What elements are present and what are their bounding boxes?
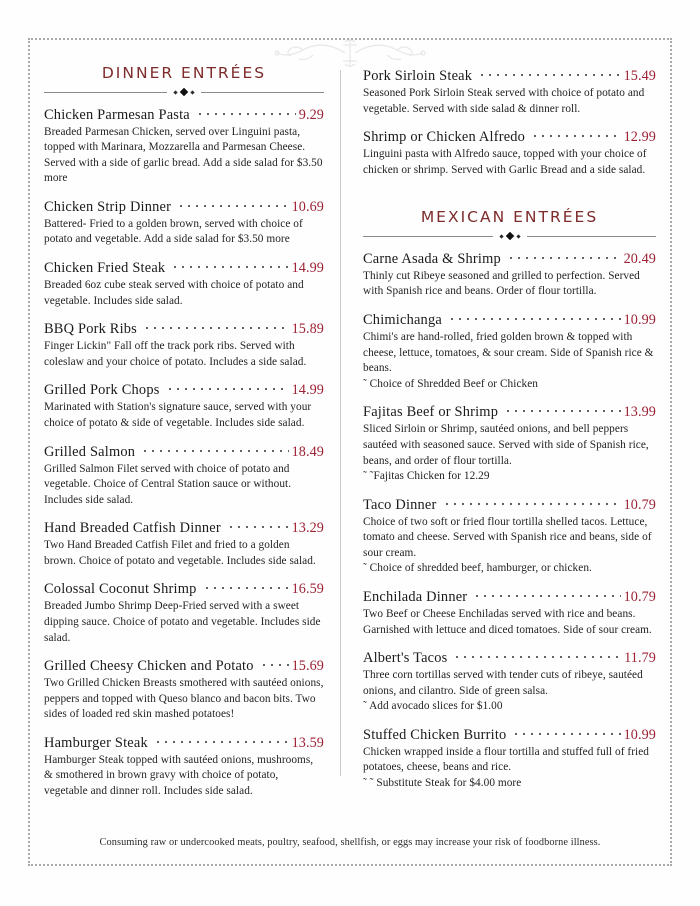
menu-item-price: 20.49 [623, 250, 656, 267]
menu-item-price: 18.49 [291, 443, 324, 460]
menu-item-description: Hamburger Steak topped with sautéed onions, mushrooms, & smothered in brown gravy with choice of potato, vegetable and dinner roll. Includes side salad. [44, 753, 314, 798]
menu-item-header [363, 650, 656, 667]
menu-item-description: Battered- Fried to a golden brown, served with choice of potato and vegetable. Add a side salad for $3.50 more [44, 217, 303, 246]
menu-item [363, 497, 656, 577]
menu-item [44, 444, 324, 509]
menu-item-description: Three corn tortillas served with tender cuts of ribeye, sautéed onions, and cilantro. Side of green salsa. [363, 669, 643, 697]
dot-leader [171, 265, 288, 269]
dot-leader [203, 586, 289, 590]
menu-content [44, 64, 656, 854]
menu-item-price: 16.59 [291, 581, 324, 598]
menu-item-price: 15.69 [291, 658, 324, 675]
menu-item-note: ˜ Choice of shredded beef, hamburger, or chicken. [363, 562, 592, 575]
menu-item-description: Two Beef or Cheese Enchiladas served with rice and beans. Garnished with lettuce and diced tomatoes. Side of sour cream. [363, 608, 652, 636]
section-rule-dinner [44, 88, 324, 98]
menu-item-note: ˜ Choice of Shredded Beef or Chicken [363, 377, 538, 390]
menu-item-list-mexican [363, 251, 656, 792]
menu-item [363, 129, 656, 178]
menu-item-name: Pork Sirloin Steak [363, 68, 473, 84]
menu-item-price: 9.29 [298, 106, 324, 123]
dot-leader [504, 409, 620, 413]
menu-item-price: 15.49 [623, 68, 656, 84]
dot-leader [512, 732, 620, 736]
menu-item-description: Chicken wrapped inside a flour tortilla and stuffed full of fried potatoes, cheese, beans and rice. [363, 745, 650, 774]
dot-leader [227, 525, 289, 529]
menu-item-description: Breaded Parmesan Chicken, served over Linguini pasta, topped with Marinara, Mozzarella and Parmesan Cheese. Served with a side of garlic bread. Add a side salad for $3.50 more [44, 125, 323, 185]
footer-disclaimer: Consuming raw or undercooked meats, poultry, seafood, shellfish, or eggs may increase your risk of foodborne illness. [99, 837, 601, 848]
menu-item-price: 10.79 [623, 589, 656, 605]
menu-item [363, 727, 656, 792]
menu-item-header [44, 735, 324, 752]
menu-item-name: Shrimp or Chicken Alfredo [363, 129, 526, 146]
rule-diamond-ornament [167, 88, 201, 97]
menu-item-note: ˜ Add avocado slices for $1.00 [363, 700, 503, 713]
menu-item-price: 11.79 [624, 650, 656, 667]
diamond-small-right [190, 90, 194, 94]
menu-item [44, 658, 324, 723]
dot-leader [531, 134, 621, 138]
menu-item-description: Two Grilled Chicken Breasts smothered with sautéed onions, peppers and topped with Queso blanco and bacon bits. Two sides of loaded red skin mashed potatoes! [44, 677, 324, 721]
menu-item-price: 14.99 [291, 382, 324, 399]
menu-item-price: 15.89 [291, 321, 324, 338]
menu-item-price: 10.99 [623, 312, 656, 329]
dot-leader [260, 663, 289, 667]
menu-item-name: Grilled Salmon [44, 443, 136, 460]
menu-item-header [363, 404, 656, 421]
menu-item-header [44, 107, 324, 124]
menu-item [363, 312, 656, 392]
menu-item [44, 520, 324, 569]
dot-leader [473, 594, 620, 598]
menu-item-price: 13.29 [291, 520, 324, 537]
column-right [341, 64, 656, 804]
menu-item-description: Finger Lickin" Fall off the track pork ribs. Served with coleslaw and your choice of potato. Includes a side salad. [44, 340, 307, 368]
menu-item [363, 650, 656, 715]
menu-item [363, 251, 656, 300]
menu-item-description: Sliced Sirloin or Shrimp, sautéed onions, and bell peppers sautéed with seasoned sauce. Served with side of Spanish rice, beans, and order of flour tortilla. [363, 423, 649, 467]
menu-item-price: 12.99 [623, 129, 656, 146]
menu-item-header [363, 589, 656, 606]
menu-item-name: Grilled Cheesy Chicken and Potato [44, 658, 254, 675]
menu-item-name: Stuffed Chicken Burrito [363, 726, 507, 743]
menu-item-list-dinner [44, 107, 324, 800]
menu-item-name: Chicken Strip Dinner [44, 198, 172, 215]
dot-leader [478, 73, 620, 77]
menu-item-header [363, 129, 656, 146]
menu-item [44, 581, 324, 646]
menu-item-name: Hamburger Steak [44, 734, 148, 751]
menu-item-header [44, 444, 324, 461]
menu-item [44, 199, 324, 248]
menu-item-header [44, 321, 324, 338]
section-header-dinner [44, 64, 324, 98]
menu-item [44, 321, 324, 370]
menu-item-description: Chimi's are hand-rolled, fried golden brown & topped with cheese, lettuce, tomatoes, & sour cream. Side of Spanish rice & beans. [363, 331, 654, 375]
menu-item-price: 10.99 [623, 726, 656, 743]
menu-item-header [363, 68, 656, 85]
diamond-small-left [499, 234, 503, 238]
menu-item-name: Chimichanga [363, 312, 442, 329]
dot-leader [143, 326, 289, 330]
menu-item-name: Grilled Pork Chops [44, 382, 160, 399]
menu-item-description: Marinated with Station's signature sauce, served with your choice of potato & side of vegetable. Includes side salad. [44, 401, 312, 429]
diamond-large-center [180, 88, 188, 96]
dot-leader [154, 740, 289, 744]
menu-item-description: Breaded Jumbo Shrimp Deep-Fried served with a sweet dipping sauce. Choice of potato and vegetable. Includes side salad. [44, 600, 321, 644]
menu-columns [44, 64, 656, 804]
menu-item-price: 10.69 [291, 198, 324, 215]
menu-item-name: Albert's Tacos [363, 650, 448, 667]
menu-item [363, 68, 656, 117]
menu-item-price: 13.59 [291, 734, 324, 751]
menu-item-name: Taco Dinner [363, 496, 437, 513]
menu-item-description: Linguini pasta with Alfredo sauce, topped with your choice of chicken or shrimp. Served with Garlic Bread and a side salad. [363, 148, 647, 176]
menu-item-name: Hand Breaded Catfish Dinner [44, 520, 221, 537]
menu-item [363, 589, 656, 638]
menu-item-description: Thinly cut Ribeye seasoned and grilled to perfection. Served with Spanish rice and beans. Order of flour tortilla. [363, 269, 640, 298]
menu-item [44, 260, 324, 309]
menu-item-price: 13.99 [623, 404, 656, 421]
dot-leader [443, 502, 621, 506]
menu-item-header [44, 520, 324, 537]
dot-leader [177, 204, 288, 208]
section-rule-mexican [363, 232, 656, 242]
section-header-mexican [363, 208, 656, 242]
menu-item-header [363, 727, 656, 744]
menu-item-name: BBQ Pork Ribs [44, 321, 137, 338]
menu-item-price: 14.99 [291, 260, 324, 277]
menu-item-name: Carne Asada & Shrimp [363, 250, 501, 267]
menu-item-list-dinner-continued [363, 68, 656, 178]
dot-leader [196, 112, 296, 116]
menu-item-name: Enchilada Dinner [363, 589, 468, 605]
menu-item [44, 735, 324, 800]
column-left [44, 64, 340, 804]
menu-item-header [44, 382, 324, 399]
menu-item [44, 107, 324, 187]
dot-leader [166, 387, 289, 391]
menu-item-name: Fajitas Beef or Shrimp [363, 404, 499, 421]
menu-item [363, 404, 656, 484]
dot-leader [448, 317, 621, 321]
menu-item-header [363, 497, 656, 514]
menu-item-header [44, 260, 324, 277]
menu-item-note: ˜ ˜ Substitute Steak for $4.00 more [363, 777, 522, 790]
menu-item-description: Two Hand Breaded Catfish Filet and fried to a golden brown. Choice of potato and vegetable. Includes side salad. [44, 539, 316, 567]
menu-item-description: Choice of two soft or fried flour tortilla shelled tacos. Lettuce, tomato and cheese. Served with Spanish rice and beans, side of sour cream. [363, 515, 652, 559]
menu-item-description: Breaded 6oz cube steak served with choice of potato and vegetable. Includes side salad. [44, 279, 304, 307]
dot-leader [453, 655, 621, 659]
diamond-small-right [516, 234, 520, 238]
section-title-mexican: MEXICAN ENTRÉES [420, 208, 599, 227]
menu-item-name: Chicken Fried Steak [44, 260, 166, 277]
dot-leader [507, 256, 621, 260]
menu-item-price: 10.79 [623, 496, 656, 513]
menu-item-note: ˜ ˜Fajitas Chicken for 12.29 [363, 470, 490, 483]
menu-item-header [363, 251, 656, 268]
menu-item-header [44, 199, 324, 216]
menu-item-header [44, 581, 324, 598]
menu-item-description: Grilled Salmon Filet served with choice of potato and vegetable. Choice of Central Station sauce or without. Includes side salad. [44, 462, 292, 506]
section-title-dinner: DINNER ENTRÉES [101, 64, 267, 82]
menu-item-name: Colossal Coconut Shrimp [44, 581, 197, 598]
menu-item-header [44, 658, 324, 675]
menu-item [44, 382, 324, 431]
diamond-small-left [173, 90, 177, 94]
rule-diamond-ornament [493, 232, 527, 241]
diamond-large-center [505, 232, 513, 240]
dot-leader [141, 449, 288, 453]
menu-item-description: Seasoned Pork Sirloin Steak served with choice of potato and vegetable. Served with side salad & dinner roll. [363, 87, 645, 115]
menu-item-name: Chicken Parmesan Pasta [44, 106, 190, 123]
menu-item-header [363, 312, 656, 329]
